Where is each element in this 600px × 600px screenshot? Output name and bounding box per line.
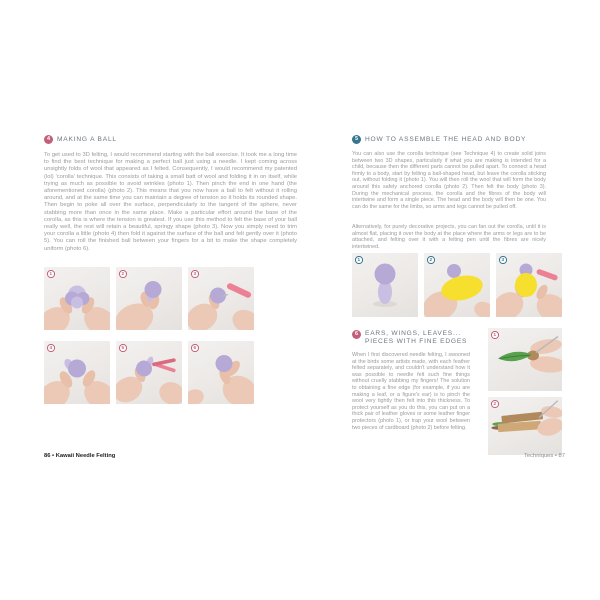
right-page-footer: Techniques • 87 — [523, 453, 565, 459]
photo-step-pinch-corolla — [116, 267, 182, 330]
section-heading-making-a-ball — [44, 135, 117, 144]
photo-number-badge: 2 — [119, 270, 127, 278]
fine-edges-body-text: When I first discovered needle felting, I swooned at the birds some artists made, with each feather felted separately, and couldn't understand how it was possible to needle felt such fine things without cruelly stabbing my fingers! The solution to obtaining a fine edge (for example, if you are making a leaf, or a figure's ear) is to pinch the wool very tightly then felt into this thickness. To protect yourself as you do this, you can put on a thick pair of leather gloves or some leather finger protectors (photo 1), or trap your wool between two pieces of cardboard (photo 2) before felting. — [352, 352, 470, 431]
photo-step-roll-finished-ball — [188, 341, 254, 404]
section-title-line-1: EARS, WINGS, LEAVES... — [365, 330, 461, 337]
section-number-badge: 4 — [44, 135, 53, 144]
section-title-line-2: PIECES WITH FINE EDGES — [365, 338, 468, 345]
photo-number-badge: 4 — [47, 344, 55, 352]
section-heading-assemble-head-body — [352, 135, 526, 144]
photo-number-badge: 1 — [47, 270, 55, 278]
photo-step-hold-ball — [44, 341, 110, 404]
photo-number-badge: 3 — [191, 270, 199, 278]
photo-number-badge: 2 — [491, 400, 499, 408]
photo-illustration — [488, 328, 562, 391]
photo-number-badge: 6 — [191, 344, 199, 352]
photo-step-fold-wool — [44, 267, 110, 330]
section-number-badge: 5 — [352, 135, 361, 144]
assemble-body-paragraph-1: You can also use the corolla technique (see Technique 4) to create solid joins between two 3D shapes, particularly if what you are making is intended for a child, because then the different parts cannot be pulled apart. To connect a head firmly to a body, start by felting a ball-shaped head, but leave the corolla sticking out, without folding it (photo 1). You will then roll the wool that will form the body around this safely anchored corolla (photo 2). Then felt the body (photo 3). During the mechanical process, the corolla and the fibres of the body will intertwine and form a single piece. The head and the body will then be one. You can do the same for the limbs, so arms and legs cannot be pulled off. — [352, 151, 546, 210]
photo-step-wrap-body-wool — [424, 253, 490, 317]
section-number-badge: 6 — [352, 330, 361, 339]
left-page-footer: 86 • Kawaii Needle Felting — [44, 453, 116, 459]
photo-illustration — [488, 397, 562, 455]
photo-number-badge: 1 — [355, 256, 363, 264]
section-title: HOW TO ASSEMBLE THE HEAD AND BODY — [365, 135, 527, 143]
photo-number-badge: 3 — [499, 256, 507, 264]
photo-step-cardboard-trap — [488, 397, 562, 455]
section-body-text: To get used to 3D felting, I would recommend starting with the ball exercise. It took me a long time to find the best technique for making a perfect ball just using a needle. I kept coming across unsightly folds of wool that appeared as I felted. Consequently, I would recommend my patented (lol) 'corolla' technique. This consists of taking a small batt of wool and folding it in on itself, while trying as much as possible to avoid wrinkles (photo 1). Then pinch the end in one hand (the aforementioned corolla) (photo 2). This means that you now have a ball to felt without it rolling around, and at the same time you can maintain a degree of tension so it holds its rounded shape. Then begin to poke all over the surface, perpendicularly to the tangent of the sphere, never stabbing more than once in the same place. Make a particular effort around the base of the corolla, as this is where the tension is greatest. If you use this method to felt the base of your ball really well, the rest will retain a beautiful, springy shape (photo 3). Now you simply need to trim your corolla a little (photo 4) then fold it against the surface of the ball and felt gently over it (photo 5). You can roll the finished ball between your fingers for a bit to make the shape completely uniform (photo 6). — [44, 152, 297, 252]
assemble-body-paragraph-2: Alternatively, for purely decorative projects, you can fan out the corolla, until it is almost flat, placing it over the body at the place where the arms or legs are to be attached, and felting over it with a felting pen until the fibres are nicely intertwined. — [352, 224, 546, 250]
photo-number-badge: 2 — [427, 256, 435, 264]
photo-step-felt-body — [496, 253, 562, 317]
photo-number-badge: 5 — [119, 344, 127, 352]
photo-step-poke-surface — [188, 267, 254, 330]
section-heading-fine-edges — [352, 330, 467, 346]
section-title: MAKING A BALL — [57, 135, 117, 143]
photo-step-pinch-leaf-edge — [488, 328, 562, 391]
photo-step-trim-corolla — [116, 341, 182, 404]
photo-number-badge: 1 — [491, 331, 499, 339]
section-title — [365, 330, 467, 346]
photo-step-corolla-sticking-out — [352, 253, 418, 317]
